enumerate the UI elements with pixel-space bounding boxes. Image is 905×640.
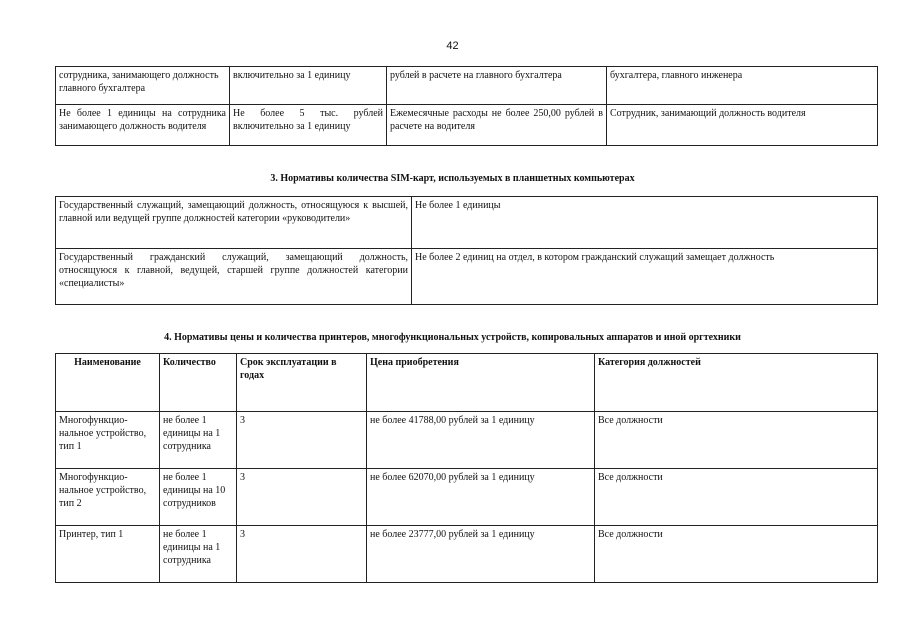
table-cell: рублей в расчете на главного бухгалтера — [387, 67, 607, 105]
column-header: Цена приобретения — [367, 354, 595, 412]
table-cell: Не более 1 единицы на сотрудника занимающего должность водителя — [56, 105, 230, 146]
table-row — [56, 469, 878, 526]
table-row — [56, 67, 878, 105]
table-cell: Не более 5 тыс. рублей включительно за 1 единицу — [230, 105, 387, 146]
table-cell: не более 1 единицы на 10 сотрудников — [160, 469, 237, 526]
column-header: Категория должностей — [595, 354, 878, 412]
table-cell: не более 1 единицы на 1 сотрудника — [160, 526, 237, 583]
table-cell: Многофункцио-нальное устройство, тип 1 — [56, 412, 160, 469]
table-cell: бухгалтера, главного инженера — [607, 67, 878, 105]
sim-cards-table — [55, 196, 878, 305]
table-cell: Сотрудник, занимающий должность водителя — [607, 105, 878, 146]
table-cell: Принтер, тип 1 — [56, 526, 160, 583]
table-row — [56, 105, 878, 146]
table-cell: не более 1 единицы на 1 сотрудника — [160, 412, 237, 469]
table-cell: Государственный гражданский служащий, замещающий должность, относящуюся к главной, ведущей, старшей группе должностей категории «специалисты» — [56, 249, 412, 305]
column-header: Наименование — [56, 354, 160, 412]
table-cell: сотрудника, занимающего должность главного бухгалтера — [56, 67, 230, 105]
table-cell: Ежемесячные расходы не более 250,00 рублей в расчете на водителя — [387, 105, 607, 146]
table-row — [56, 412, 878, 469]
column-header: Срок эксплуатации в годах — [237, 354, 367, 412]
section-3-title: 3. Нормативы количества SIM-карт, используемых в планшетных компьютерах — [270, 173, 635, 184]
table-cell: Все должности — [595, 412, 878, 469]
table-cell: включительно за 1 единицу — [230, 67, 387, 105]
table-cell: Все должности — [595, 469, 878, 526]
table-row — [56, 526, 878, 583]
table-cell: не более 23777,00 рублей за 1 единицу — [367, 526, 595, 583]
table-cell: Все должности — [595, 526, 878, 583]
section-4-title: 4. Нормативы цены и количества принтеров, многофункциональных устройств, копировальных аппаратов и иной оргтехники — [164, 332, 741, 343]
table-cell: Не более 2 единиц на отдел, в котором гражданский служащий замещает должность — [412, 249, 878, 305]
column-header: Количество — [160, 354, 237, 412]
table-cell: 3 — [237, 469, 367, 526]
table-cell: 3 — [237, 526, 367, 583]
table-cell: 3 — [237, 412, 367, 469]
continuation-table — [55, 66, 878, 146]
table-cell: не более 62070,00 рублей за 1 единицу — [367, 469, 595, 526]
page-number: 42 — [446, 40, 459, 52]
table-cell: не более 41788,00 рублей за 1 единицу — [367, 412, 595, 469]
table-cell: Не более 1 единицы — [412, 197, 878, 249]
table-cell: Государственный служащий, замещающий должность, относящуюся к высшей, главной или ведущей группе должностей категории «руководители» — [56, 197, 412, 249]
office-equipment-table — [55, 353, 878, 583]
table-cell: Многофункцио-нальное устройство, тип 2 — [56, 469, 160, 526]
table-row — [56, 249, 878, 305]
table-row — [56, 197, 878, 249]
table-header-row — [56, 354, 878, 412]
